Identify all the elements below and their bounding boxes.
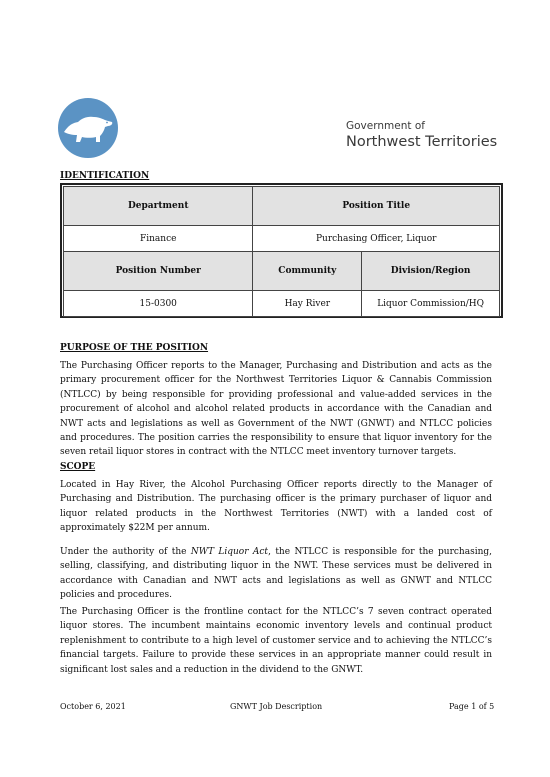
scope-paragraph-3: The Purchasing Officer is the frontline contact for the NTLCC’s 7 seven contract operated liquor stores. The incumbent maintains economic inventory levels and continual product replenishment to contribute to a high level of customer service and to achieving the NTLCC’s financial targets. Failure to provide these services in an appropriate manner could result in significant lost sales and a reduction in the dividend to the GNWT. xyxy=(60,607,492,675)
purpose-paragraph: The Purchasing Officer reports to the Manager, Purchasing and Distribution and acts as the primary procurement officer for the Northwest Territories Liquor & Cannabis Commission (NTLCC) by being responsible for providing professional and value-added services in the procurement of alcohol and alcohol related products in accordance with the Canadian and NWT acts and legislations as well as Government of the NWT (GNWT) and NTLCC policies and procedures. The position carries the responsibility to ensure that liquor inventory for the seven retail liquor stores in contract with the NTLCC meet inventory turnover targets. xyxy=(60,361,492,458)
scope-p2-pre: Under the authority of the xyxy=(60,547,191,557)
gov-line1: Government of xyxy=(346,120,425,132)
scope-paragraph-2 xyxy=(60,545,492,603)
identification-heading: IDENTIFICATION xyxy=(60,171,150,181)
position-number-value: 15-0300 xyxy=(64,291,253,317)
footer-document-title: GNWT Job Description xyxy=(230,702,323,711)
scope-heading: SCOPE xyxy=(60,462,96,472)
position-title-header: Position Title xyxy=(253,187,500,226)
scope-paragraph-1: Located in Hay River, the Alcohol Purchasing Officer reports directly to the Manager of Purchasing and Distribution. The purchasing officer is the primary purchaser of liquor and liquor related products in the Northwest Territories (NWT) with a landed cost of approximately $22M per annum. xyxy=(60,480,492,534)
position-title-value: Purchasing Officer, Liquor xyxy=(253,226,500,252)
gnwt-polar-bear-logo xyxy=(58,98,118,158)
nwt-liquor-act-reference: NWT Liquor Act xyxy=(190,547,269,557)
division-region-value: Liquor Commission/HQ xyxy=(362,291,500,317)
gov-line2: Northwest Territories xyxy=(346,134,498,150)
position-number-header: Position Number xyxy=(64,252,253,291)
department-value: Finance xyxy=(64,226,253,252)
government-wordmark xyxy=(346,120,506,151)
footer-page-number: Page 1 of 5 xyxy=(449,702,495,711)
community-value: Hay River xyxy=(253,291,362,317)
footer-date: October 6, 2021 xyxy=(60,702,126,711)
community-header: Community xyxy=(253,252,362,291)
identification-table xyxy=(60,183,503,318)
purpose-heading: PURPOSE OF THE POSITION xyxy=(60,343,209,353)
department-header: Department xyxy=(64,187,253,226)
division-region-header: Division/Region xyxy=(362,252,500,291)
scope-p2-post: , the NTLCC is responsible for the purchasing, selling, classifying, and distributing liquor in the NWT. These services must be delivered in accordance with Canadian and NWT acts and legislations as well as GNWT and NTLCC policies and procedures. xyxy=(60,547,492,601)
